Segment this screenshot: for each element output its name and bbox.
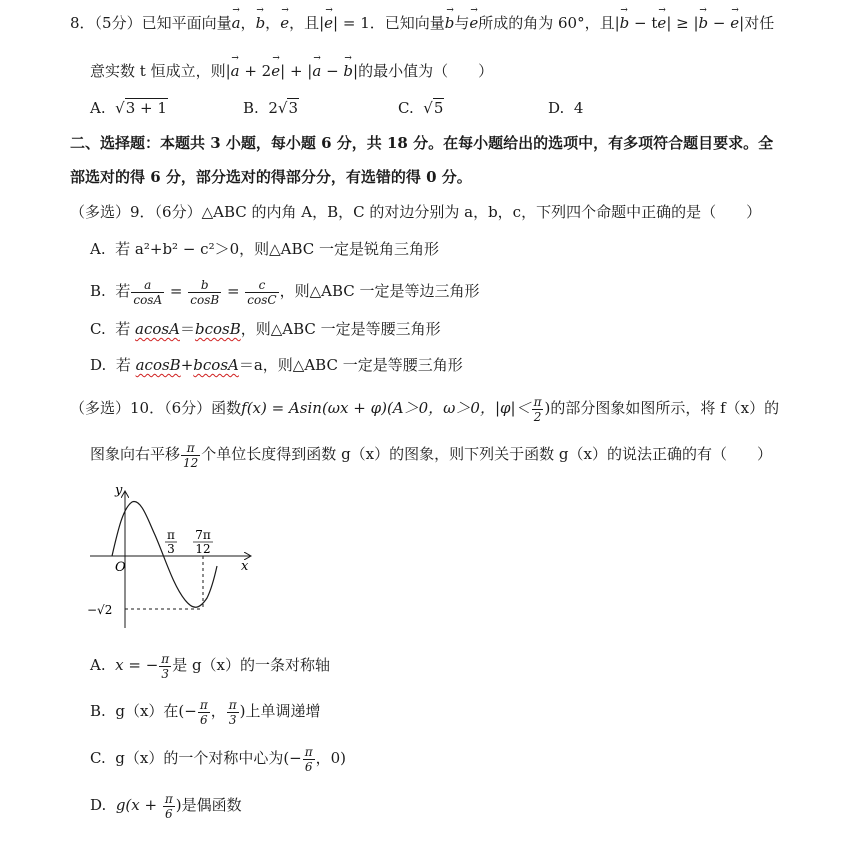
section2-line2: 部选对的得 6 分，部分选对的得部分分，有选错的得 0 分。 — [70, 168, 472, 186]
q10-option-a: A. x = − $\frac{\pi}{3}$ 是 g（x）的一条对称轴 — [90, 651, 331, 681]
tick2-num: 7π — [195, 528, 211, 542]
q8-option-a: A. √3 + 1 — [90, 99, 167, 117]
y-axis-label: y — [115, 483, 123, 498]
q10-option-c: C. g（x）的一个对称中心为(− $\frac{\pi}{6}$ ，0) — [90, 744, 347, 774]
q10-stem-line2: 图象向右平移 $\frac{\pi}{12}$ 个单位长度得到函数 g（x）的图象，则下列关于函数 g（x）的说法正确的有（ ） — [90, 440, 772, 470]
q10-stem-line1: （多选）10．（6分）函数f(x) = Asin(ωx + φ)(A＞0，ω＞0，|φ|＜ $\frac{\pi}{2}$ )的部分图象如图所示，将 f（x）的 — [70, 394, 780, 424]
q9-option-d: D. 若 acosB+bcosA＝a，则△ABC 一定是等腰三角形 — [90, 356, 463, 374]
tick2-den: 12 — [195, 542, 211, 556]
q9-option-b: B. 若 $\frac{a}{\cos A}$ = $\frac{b}{\cos B}$ = $\frac{c}{\cos C}$ ，则△ABC 一定是等边三角形 — [90, 277, 480, 307]
tick1-den: 3 — [167, 542, 175, 556]
q10-option-b: B. g（x）在(− $\frac{\pi}{6}$ ， $\frac{\pi}{3}$ )上单调递增 — [90, 697, 321, 727]
q10-function-graph — [85, 480, 265, 630]
q9-stem: （多选）9．（6分）△ABC 的内角 A，B，C 的对边分别为 a，b，c，下列四个命题中正确的是（ ） — [70, 203, 762, 221]
q9-option-a: A. 若 a²+b² − c²＞0，则△ABC 一定是锐角三角形 — [90, 240, 440, 258]
q9-option-c: C. 若 acosA＝bcosB，则△ABC 一定是等腰三角形 — [90, 320, 441, 338]
q8-option-b: B. 2√3 — [243, 99, 298, 117]
q8-option-d: D. 4 — [548, 99, 584, 117]
min-value-label: −√2 — [87, 603, 113, 617]
tick1-num: π — [167, 528, 175, 542]
q8-option-c: C. √5 — [398, 99, 444, 117]
q8-line1: 8．（5分）已知平面向量→ a，→ b，→ e，且|→ e| = 1．已知向量→ b与→ e所成的角为 60°，且|→ b − t→ e| ≥ |→ b − → e|对任 — [70, 10, 774, 34]
origin-label: O — [115, 560, 126, 575]
q10-option-d: D. g(x + $\frac{\pi}{6}$ )是偶函数 — [90, 791, 242, 821]
x-axis-label: x — [241, 559, 249, 574]
q8-line2: 意实数 t 恒成立，则|→ a + 2→ e| + |→ a − → b|的最小值为（ ） — [90, 58, 493, 82]
section2-line1: 二、选择题：本题共 3 小题，每小题 6 分，共 18 分。在每小题给出的选项中，有多项符合题目要求。全 — [70, 134, 774, 152]
